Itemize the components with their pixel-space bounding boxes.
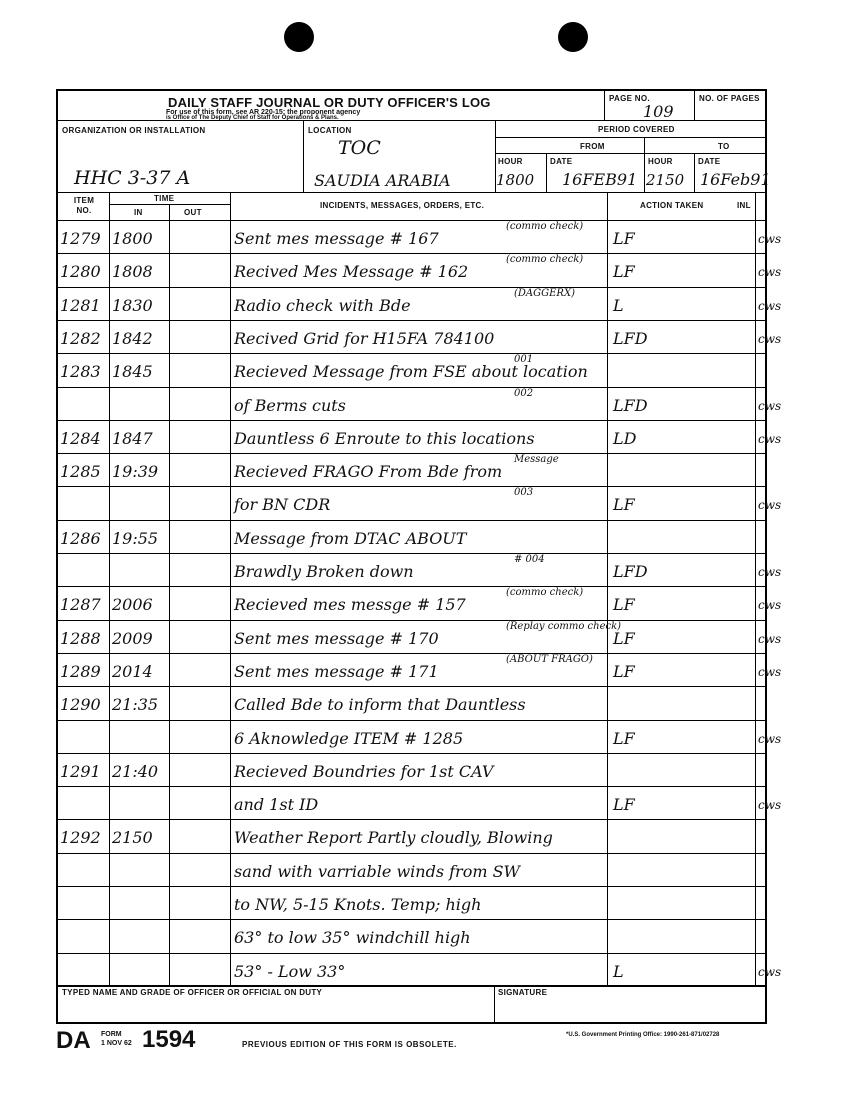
from-date-value: 16FEB91 bbox=[562, 170, 638, 189]
item-number: 1286 bbox=[60, 528, 101, 548]
time-in: 21:35 bbox=[112, 695, 159, 715]
incidents-label: INCIDENTS, MESSAGES, ORDERS, ETC. bbox=[320, 201, 485, 210]
time-in: 1845 bbox=[112, 362, 153, 382]
row-rule bbox=[58, 287, 765, 288]
form-title: DAILY STAFF JOURNAL OR DUTY OFFICER'S LOG bbox=[168, 95, 491, 110]
binder-hole-right bbox=[558, 22, 588, 52]
initials: cws bbox=[758, 431, 782, 446]
time-in: 1842 bbox=[112, 328, 153, 348]
location-value-2: SAUDIA ARABIA bbox=[314, 171, 451, 190]
initials: cws bbox=[758, 565, 782, 579]
incident-text: Brawdly Broken down bbox=[234, 562, 414, 581]
org-value: HHC 3-37 A bbox=[74, 167, 191, 189]
item-number: 1284 bbox=[60, 428, 101, 448]
gpo-imprint: *U.S. Government Printing Office: 1990-261-871/02728 bbox=[566, 1032, 720, 1038]
row-rule bbox=[58, 253, 765, 254]
initials: cws bbox=[758, 731, 782, 746]
action-taken: LF bbox=[613, 262, 635, 282]
incident-note: (DAGGERX) bbox=[514, 287, 575, 299]
initials: cws bbox=[758, 298, 782, 313]
from-hour-value: 1800 bbox=[496, 171, 535, 189]
time-in: 2009 bbox=[112, 628, 153, 648]
row-rule bbox=[58, 720, 765, 721]
action-taken: LF bbox=[613, 628, 635, 648]
rule bbox=[607, 192, 608, 985]
row-rule bbox=[58, 486, 765, 487]
incident-note: (commo check) bbox=[506, 587, 584, 599]
incident-text: Recived Mes Message # 162 bbox=[234, 262, 469, 282]
row-rule bbox=[58, 953, 765, 954]
action-taken: LD bbox=[613, 428, 637, 448]
incident-note: (ABOUT FRAGO) bbox=[506, 653, 593, 665]
from-label: FROM bbox=[580, 142, 605, 151]
incident-text: Recived Grid for H15FA 784100 bbox=[234, 328, 495, 348]
incident-note: Message bbox=[514, 454, 559, 466]
row-rule bbox=[58, 586, 765, 587]
initials: cws bbox=[758, 398, 782, 413]
initials: cws bbox=[758, 598, 782, 613]
incident-text: to NW, 5-15 Knots. Temp; high bbox=[234, 895, 482, 914]
action-taken: LF bbox=[613, 229, 635, 248]
incident-note: 001 bbox=[514, 354, 534, 366]
incident-text: Recieved FRAGO From Bde from bbox=[234, 462, 503, 482]
row-rule bbox=[58, 387, 765, 388]
item-number: 1287 bbox=[60, 595, 101, 615]
signature-label: SIGNATURE bbox=[498, 988, 548, 997]
rule bbox=[546, 153, 547, 192]
incident-text: Recieved Message from FSE about location bbox=[234, 362, 588, 382]
org-label: ORGANIZATION OR INSTALLATION bbox=[62, 126, 206, 135]
action-taken: LF bbox=[613, 728, 635, 748]
initials: cws bbox=[758, 798, 782, 813]
action-taken: LFD bbox=[613, 395, 648, 415]
item-number: 1280 bbox=[60, 262, 101, 282]
rule bbox=[755, 192, 756, 985]
rule bbox=[694, 91, 695, 120]
action-taken: LFD bbox=[613, 328, 648, 348]
time-in: 2006 bbox=[112, 595, 153, 615]
row-rule bbox=[58, 520, 765, 521]
incident-note: (commo check) bbox=[506, 221, 584, 232]
incident-note: # 004 bbox=[514, 554, 545, 565]
to-hour-label: HOUR bbox=[648, 157, 673, 166]
item-no-label: ITEM NO. bbox=[73, 196, 95, 215]
item-number: 1291 bbox=[60, 761, 101, 781]
rule bbox=[494, 985, 495, 1022]
time-in: 21:40 bbox=[112, 761, 159, 781]
row-rule bbox=[58, 786, 765, 787]
da-mark: DA bbox=[56, 1027, 91, 1054]
row-rule bbox=[58, 620, 765, 621]
action-taken: LF bbox=[613, 595, 635, 615]
initials: cws bbox=[758, 232, 782, 246]
item-number: 1279 bbox=[60, 229, 101, 248]
initials: cws bbox=[758, 631, 782, 646]
action-taken: LF bbox=[613, 495, 635, 515]
to-hour-value: 2150 bbox=[646, 171, 685, 189]
incident-text: for BN CDR bbox=[234, 495, 331, 515]
row-rule bbox=[58, 753, 765, 754]
rule bbox=[58, 192, 765, 193]
form-number: 1594 bbox=[142, 1026, 196, 1053]
row-rule bbox=[58, 453, 765, 454]
item-number: 1282 bbox=[60, 328, 101, 348]
row-rule bbox=[58, 919, 765, 920]
incident-text: Recieved Boundries for 1st CAV bbox=[234, 761, 494, 781]
incident-text: 6 Aknowledge ITEM # 1285 bbox=[234, 728, 464, 748]
incident-text: Weather Report Partly cloudly, Blowing bbox=[234, 828, 553, 848]
row-rule bbox=[58, 986, 765, 987]
incident-text: Radio check with Bde bbox=[234, 295, 411, 315]
out-label: OUT bbox=[184, 208, 202, 217]
row-rule bbox=[58, 686, 765, 687]
item-number: 1288 bbox=[60, 628, 101, 648]
rule bbox=[495, 137, 765, 138]
initials: cws bbox=[758, 664, 782, 679]
incident-text: 63° to low 35° windchill high bbox=[234, 928, 471, 948]
action-taken-label: ACTION TAKEN bbox=[640, 201, 704, 210]
binder-hole-left bbox=[284, 22, 314, 52]
action-taken: LF bbox=[613, 661, 635, 681]
period-covered-label: PERIOD COVERED bbox=[598, 125, 675, 134]
rule bbox=[230, 192, 231, 985]
rule bbox=[58, 220, 765, 221]
action-taken: LFD bbox=[613, 562, 648, 581]
rule bbox=[58, 985, 765, 986]
row-rule bbox=[58, 420, 765, 421]
page-no-label: PAGE NO. bbox=[609, 94, 650, 103]
incident-text: sand with varriable winds from SW bbox=[234, 861, 520, 881]
to-date-label: DATE bbox=[698, 157, 721, 166]
form-id bbox=[56, 1027, 91, 1055]
time-in: 2014 bbox=[112, 661, 153, 681]
row-rule bbox=[58, 819, 765, 820]
page-no-value: 109 bbox=[643, 102, 674, 121]
initials: cws bbox=[758, 265, 782, 280]
item-number: 1290 bbox=[60, 695, 101, 715]
from-date-label: DATE bbox=[550, 157, 573, 166]
incident-text: and 1st ID bbox=[234, 795, 319, 815]
item-number: 1292 bbox=[60, 828, 101, 848]
row-rule bbox=[58, 653, 765, 654]
incident-text: Dauntless 6 Enroute to this locations bbox=[234, 428, 535, 448]
incident-text: Recieved mes messge # 157 bbox=[234, 595, 466, 615]
to-label: TO bbox=[718, 142, 730, 151]
item-number: 1285 bbox=[60, 462, 101, 482]
form-label: FORM bbox=[101, 1031, 122, 1038]
row-rule bbox=[58, 853, 765, 854]
action-taken: L bbox=[613, 961, 624, 981]
incident-note: 003 bbox=[514, 487, 534, 499]
incident-note: (commo check) bbox=[506, 254, 584, 266]
incident-note: (Replay commo check) bbox=[506, 620, 622, 632]
row-rule bbox=[58, 320, 765, 321]
row-rule bbox=[58, 353, 765, 354]
incident-text: 53° - Low 33° bbox=[234, 961, 346, 981]
rule bbox=[303, 120, 304, 192]
item-number: 1283 bbox=[60, 362, 101, 382]
rule bbox=[495, 153, 765, 154]
time-in: 1800 bbox=[112, 229, 153, 248]
time-in: 1847 bbox=[112, 428, 153, 448]
form-subtitle-line2: is Office of The Deputy Chief of Staff for Operations & Plans. bbox=[166, 115, 339, 121]
incident-text: Called Bde to inform that Dauntless bbox=[234, 695, 526, 715]
incident-text: of Berms cuts bbox=[234, 395, 346, 415]
location-value-1: TOC bbox=[338, 137, 381, 159]
previous-edition-note: PREVIOUS EDITION OF THIS FORM IS OBSOLETE. bbox=[242, 1040, 457, 1049]
location-label: LOCATION bbox=[308, 126, 352, 135]
incident-text: Message from DTAC ABOUT bbox=[234, 528, 467, 548]
time-in: 19:55 bbox=[112, 528, 159, 548]
form-subtitle-line1: For use of this form, see AR 220-15; the proponent agency bbox=[166, 109, 361, 116]
incident-text: Sent mes message # 170 bbox=[234, 628, 439, 648]
item-number: 1289 bbox=[60, 661, 101, 681]
time-in: 1830 bbox=[112, 295, 153, 315]
time-in: 2150 bbox=[112, 828, 153, 848]
to-date-value: 16Feb91 bbox=[700, 170, 771, 189]
no-of-pages-label: NO. OF PAGES bbox=[699, 94, 760, 103]
initials: cws bbox=[758, 331, 782, 346]
rule bbox=[109, 192, 110, 985]
row-rule bbox=[58, 553, 765, 554]
rule bbox=[169, 204, 170, 985]
initials: cws bbox=[758, 964, 782, 979]
time-in: 1808 bbox=[112, 262, 153, 282]
time-label: TIME bbox=[154, 194, 175, 203]
initials: cws bbox=[758, 498, 782, 513]
form-meta bbox=[101, 1030, 132, 1048]
in-label: IN bbox=[134, 208, 143, 217]
officer-label: TYPED NAME AND GRADE OF OFFICER OR OFFICIAL ON DUTY bbox=[62, 988, 323, 997]
from-hour-label: HOUR bbox=[498, 157, 523, 166]
action-taken: LF bbox=[613, 795, 635, 815]
incident-text: Sent mes message # 171 bbox=[234, 661, 439, 681]
item-number: 1281 bbox=[60, 295, 101, 315]
inl-label: INL bbox=[737, 201, 751, 210]
row-rule bbox=[58, 886, 765, 887]
action-taken: L bbox=[613, 295, 624, 315]
staff-journal-form bbox=[56, 89, 782, 1024]
form-date: 1 NOV 62 bbox=[101, 1040, 132, 1047]
incident-text: Sent mes message # 167 bbox=[234, 229, 439, 248]
time-in: 19:39 bbox=[112, 462, 159, 482]
rule bbox=[694, 153, 695, 192]
incident-note: 002 bbox=[514, 387, 534, 399]
rule bbox=[644, 137, 645, 192]
rule bbox=[604, 91, 605, 120]
